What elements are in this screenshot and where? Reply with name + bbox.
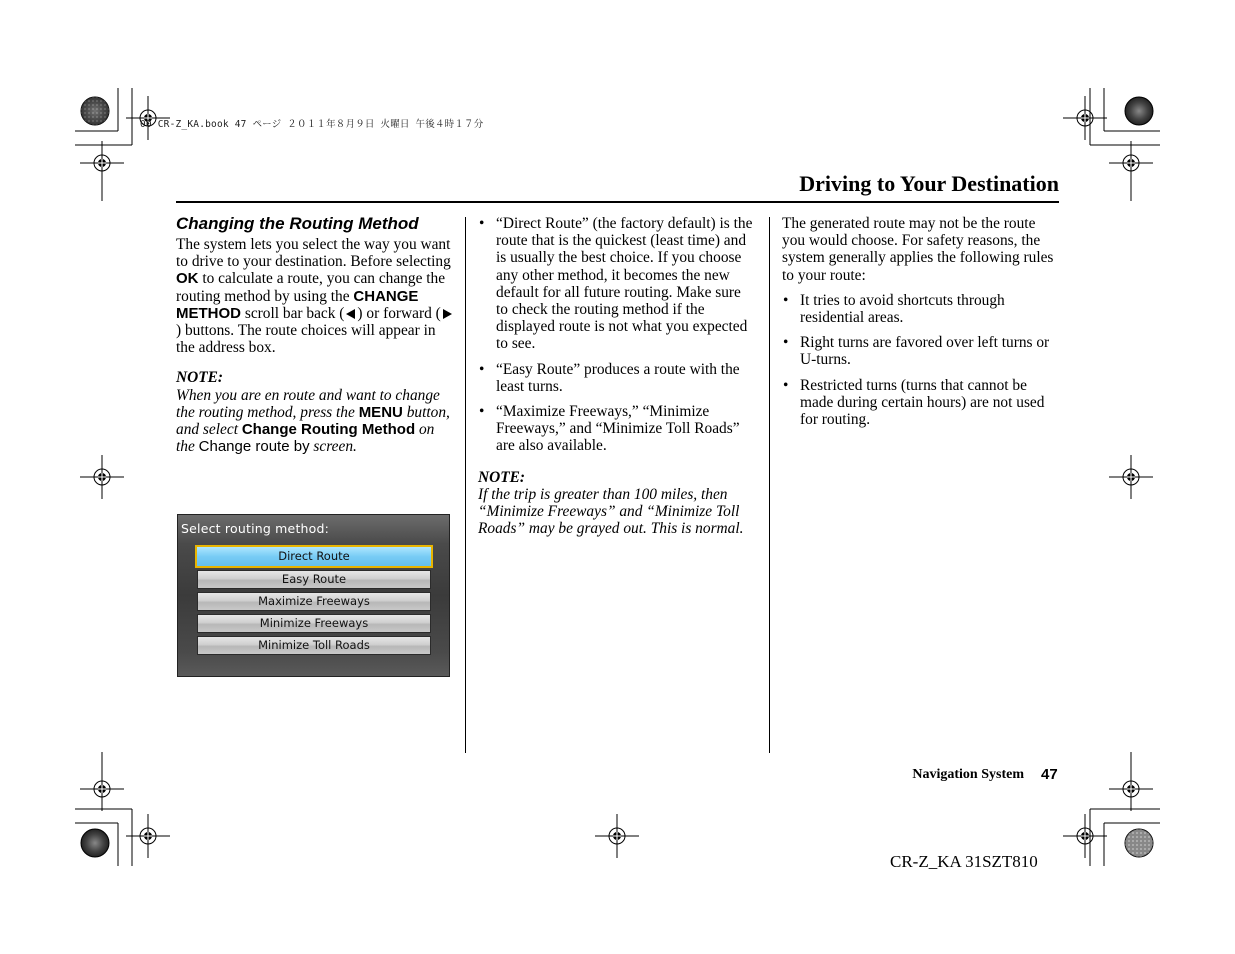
intro-paragraph (176, 236, 454, 356)
forward-arrow-icon (443, 309, 452, 319)
text-span: ) or forward ( (357, 304, 441, 322)
option-minimize-freeways[interactable]: Minimize Freeways (197, 614, 431, 633)
option-easy-route[interactable]: Easy Route (197, 570, 431, 589)
text-span: When you are en route and want to change the routing method, press the (176, 386, 440, 421)
page-title: Driving to Your Destination (799, 171, 1059, 196)
change-route-by-label: Change route by (198, 438, 310, 456)
screen-title: Select routing method: (181, 521, 330, 536)
print-file-info: 00 CR-Z_KA.book 47 ページ ２０１１年８月９日 火曜日 午後４時１７分 (140, 119, 484, 130)
routing-rules-list (782, 292, 1062, 428)
menu-label: MENU (358, 403, 403, 421)
text-span: The system lets you select the way you want to drive to your destination. Before selecting (176, 236, 451, 271)
column-2 (478, 215, 756, 537)
routing-method-screen (177, 514, 450, 677)
text-span: ) buttons. The route choices will appear in the address box. (176, 322, 436, 357)
note-text: If the trip is greater than 100 miles, then “Minimize Freeways” and “Minimize Toll Roads” may be grayed out. This is normal. (478, 485, 744, 538)
header-rule (176, 201, 1059, 203)
section-heading: Changing the Routing Method (176, 214, 419, 233)
route-options-list (478, 215, 756, 455)
document-code: CR-Z_KA 31SZT810 (890, 852, 1038, 871)
option-maximize-freeways[interactable]: Maximize Freeways (197, 592, 431, 611)
page-number: 47 (1041, 766, 1058, 783)
text-span: scroll bar back ( (241, 304, 345, 322)
text-span: to calculate a route, you can change the routing method by using the (176, 270, 446, 305)
column-divider (465, 217, 466, 753)
text-span: screen. (309, 438, 357, 456)
option-direct-route[interactable]: Direct Route (195, 545, 433, 568)
intro-paragraph: The generated route may not be the route you would choose. For safety reasons, the system generally applies the following rules to your route: (782, 215, 1054, 284)
list-item: • Right turns are favored over left turns or U-turns. (782, 334, 1062, 368)
note-text (176, 387, 454, 456)
change-routing-method-label: Change Routing Method (241, 421, 416, 439)
text-span: button, and select (176, 403, 450, 439)
column-3 (782, 215, 1062, 436)
note-title: NOTE: (176, 369, 224, 387)
note-title: NOTE: (478, 468, 526, 486)
back-arrow-icon (346, 309, 355, 319)
list-item: • “Direct Route” (the factory default) is the route that is the quickest (least time) and is usually the best choice. If you choose any other method, it becomes the new default for all future routing. Make sure to check the routing method if the displayed route is not what you expected to see. (478, 215, 756, 353)
column-1 (176, 214, 454, 455)
list-item: • “Maximize Freeways,” “Minimize Freeways,” and “Minimize Toll Roads” are also available. (478, 403, 756, 455)
change-method-label: CHANGE METHOD (176, 287, 419, 322)
ok-label: OK (176, 270, 199, 288)
list-item: • It tries to avoid shortcuts through residential areas. (782, 292, 1062, 326)
list-item: • “Easy Route” produces a route with the least turns. (478, 361, 756, 395)
text-span: on the (176, 421, 435, 456)
option-minimize-toll-roads[interactable]: Minimize Toll Roads (197, 636, 431, 655)
list-item: • Restricted turns (turns that cannot be made during certain hours) are not used for routing. (782, 377, 1062, 429)
footer-section-name: Navigation System (912, 767, 1024, 782)
column-divider (769, 217, 770, 753)
